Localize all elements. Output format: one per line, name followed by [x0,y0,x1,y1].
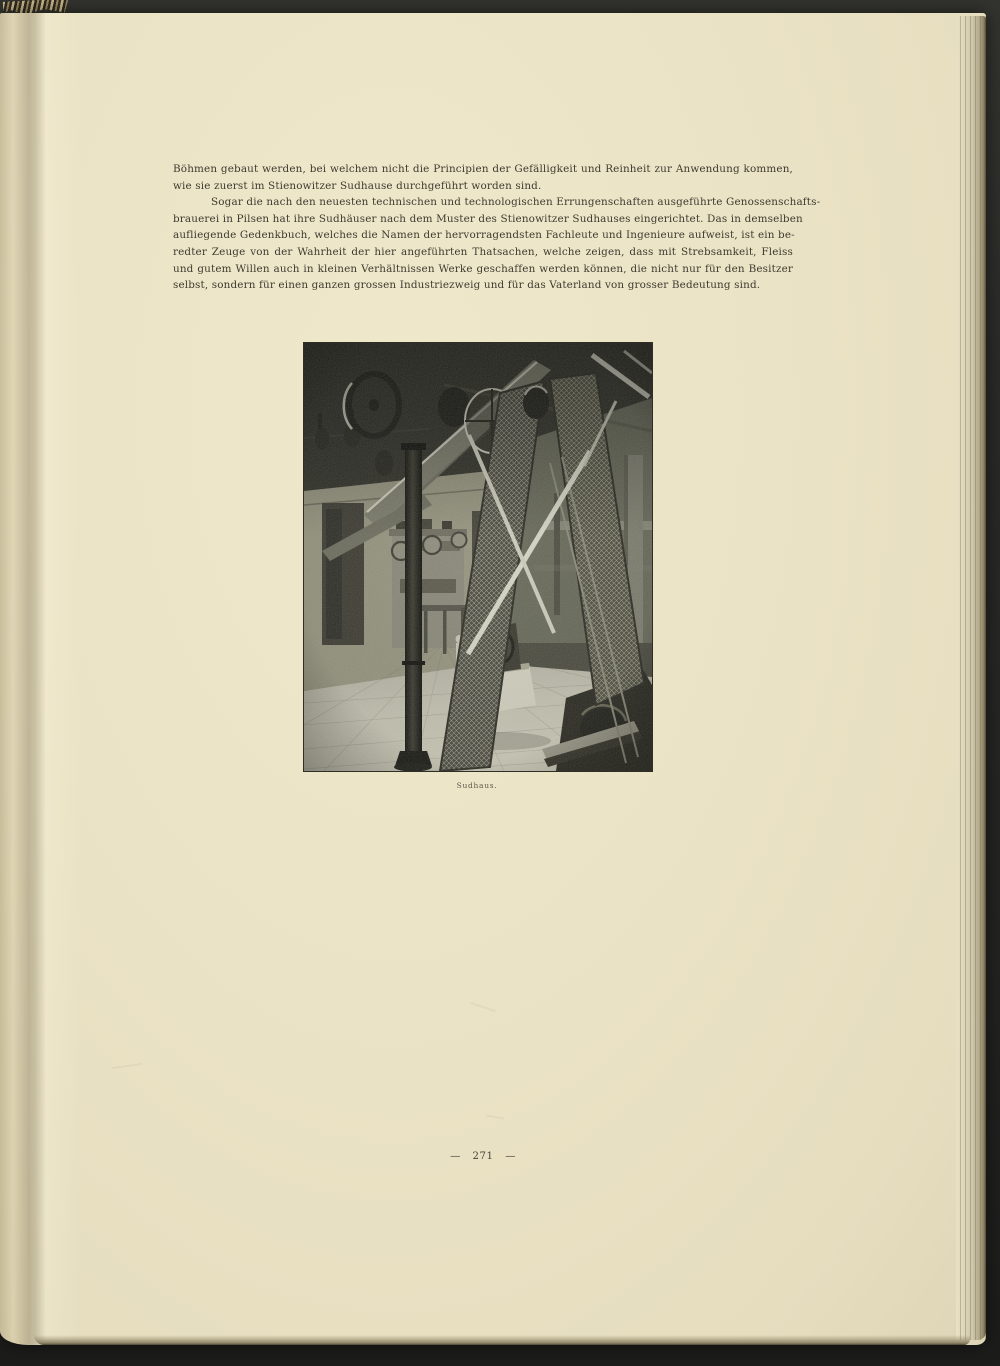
page-edge-stack-bottom [34,1335,970,1345]
text-line: brauerei in Pilsen hat ihre Sudhäuser nach dem Muster des Stienowitzer Sudhauses eingerichtet. Das in demselben [173,212,803,225]
figure-caption: Sudhaus. [456,781,498,790]
text-line: wie sie zuerst im Stienowitzer Sudhause durchgeführt worden sind. [173,179,542,192]
text-line: und gutem Willen auch in kleinen Verhältnissen Werke geschaffen werden können, die nicht nur für den Besitzer [173,262,793,275]
text-line: redter Zeuge von der Wahrheit der hier angeführten Thatsachen, welche zeigen, dass mit Strebsamkeit, Fleiss [173,245,793,258]
page-number: — 271 — [450,1151,516,1162]
text-line: aufliegende Gedenkbuch, welches die Namen der hervorragendsten Fachleute und Ingenieure aufweist, ist ein be- [173,229,795,242]
photo-grain [304,343,652,771]
figure [303,342,651,790]
body-text [173,161,821,294]
sudhaus-photo [303,342,653,772]
text-line: Böhmen gebaut werden, bei welchem nicht die Principien der Gefälligkeit und Reinheit zur Anwendung kommen, [173,163,793,175]
paper-mark [112,1063,142,1069]
page-edge-stack-right [956,16,986,1340]
text-line: Sogar die nach den neuesten technischen und technologischen Errungenschaften ausgeführte Genossenschafts- [211,196,821,209]
text-line: selbst, sondern für einen ganzen grossen Industriezweig und für das Vaterland von grosser Bedeutung sind. [173,279,761,292]
paper-mark [486,1114,504,1119]
paper-mark [470,1002,495,1012]
page-gutter-shadow [0,13,86,1345]
